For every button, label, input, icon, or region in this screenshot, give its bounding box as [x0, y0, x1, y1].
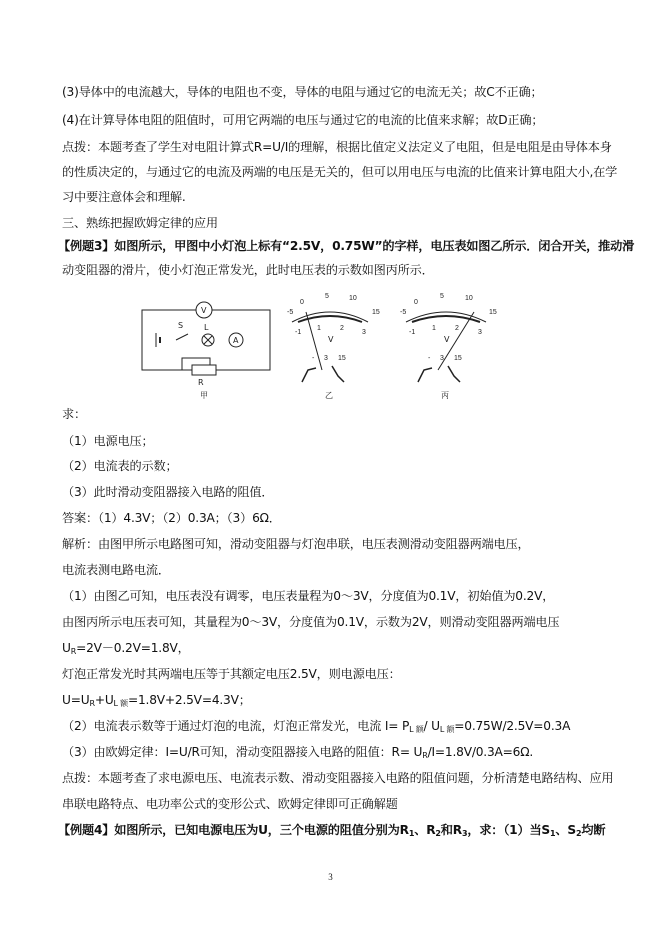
- tip-line-1: 点拨：本题考查了求电源电压、电流表示数、滑动变阻器接入电路的阻值问题，分析清楚电路结构、应用: [62, 771, 614, 785]
- solution-1-line-3: $U_R=2V-0.2V=1.8V$，: [62, 641, 190, 656]
- example-4-line: 【例题4】如图所示，已知电源电压为U，三个电源的阻值分别为$R_1$、$R_2$和$R_3$，求：（1）当$S_1$、$S_2$均断: [58, 823, 606, 838]
- meter-b-wire-left: [302, 368, 316, 382]
- meter-b-top-5: 5: [325, 293, 329, 300]
- solution-1-line-4: 灯泡正常发光时其两端电压等于其额定电压2.5V，则电源电压：: [62, 667, 401, 681]
- meter-b-left-top: -5: [287, 309, 294, 316]
- meter-b-wire-right: [332, 366, 344, 382]
- text-line-5: 习中要注意体会和理解.: [62, 190, 186, 204]
- solution-1-line-2: 由图丙所示电压表可知，其量程为0～3V，分度值为0.1V，示数为2V，则滑动变阻器两端电压: [62, 615, 560, 629]
- meter-c-terminal-15: 15: [454, 355, 462, 362]
- meter-c-bottom-3: 3: [478, 329, 482, 336]
- answer-line: 答案：（1）4.3V；（2）0.3A；（3）6Ω．: [62, 511, 281, 525]
- meter-c-bottom-2: 2: [455, 325, 459, 332]
- meter-b-top-15: 15: [372, 309, 380, 316]
- meter-b-terminal-3: 3: [324, 355, 328, 362]
- ask-label: 求：: [62, 407, 86, 421]
- solution-3-line: （3）由欧姆定律：I=U/R可知，滑动变阻器接入电路的阻值：$R= U_R/I=1.8V/0.3A=6\Omega$.: [62, 745, 534, 760]
- meter-b-caption: 乙: [325, 391, 333, 400]
- solution-1-line-1: （1）由图乙可知，电压表没有调零，电压表量程为0～3V，分度值为0.1V，初始值为0.2V，: [62, 589, 555, 603]
- circuit-caption: 甲: [200, 391, 208, 400]
- tip-line-2: 串联电路特点、电功率公式的变形公式、欧姆定律即可正确解题: [62, 797, 398, 811]
- text-line-3: 点拨：本题考查了学生对电阻计算式R=U/I的理解，根据比值定义法定义了电阻，但是电阻是由导体本身: [62, 140, 612, 154]
- switch-icon: [176, 334, 188, 340]
- circuit-figure: [132, 290, 552, 400]
- meter-b-bottom-3: 3: [362, 329, 366, 336]
- meter-c-unit: V: [444, 335, 450, 344]
- meter-b-top-0: 0: [300, 299, 304, 306]
- voltmeter-c: [400, 293, 497, 400]
- meter-c-terminal-neg: -: [428, 355, 431, 362]
- question-1: （1）电源电压；: [62, 434, 154, 448]
- meter-b-bottom-2: 2: [340, 325, 344, 332]
- analysis-line-1: 解析：由图甲所示电路图可知，滑动变阻器与灯泡串联，电压表测滑动变阻器两端电压，: [62, 537, 530, 551]
- rheostat-label: R: [198, 378, 204, 387]
- meter-c-terminal-3: 3: [440, 355, 444, 362]
- meter-c-bottom-1: 1: [432, 325, 436, 332]
- example-3-line-1: 【例题3】如图所示，甲图中小灯泡上标有“2.5V，0.75W”的字样，电压表如图乙所示．闭合开关，推动滑: [58, 239, 635, 253]
- text-line-4: 的性质决定的，与通过它的电流及两端的电压是无关的，但可以用电压与电流的比值来计算电阻大小,在学: [62, 165, 618, 179]
- meter-c-left-top: -5: [400, 309, 407, 316]
- text-line-2: (4)在计算导体电阻的阻值时，可用它两端的电压与通过它的电流的比值来求解；故D正确；: [62, 113, 544, 127]
- meter-b-left-bottom: -1: [295, 329, 302, 336]
- example-3-line-2: 动变阻器的滑片，使小灯泡正常发光，此时电压表的示数如图丙所示．: [62, 263, 434, 277]
- meter-c-wire-right: [448, 366, 460, 382]
- meter-c-top-0: 0: [414, 299, 418, 306]
- analysis-line-2: 电流表测电路电流．: [62, 563, 170, 577]
- section-heading: 三、熟练把握欧姆定律的应用: [62, 216, 218, 230]
- solution-1-line-5: $U=U_R+U_{L 额}=1.8V+2.5V=4.3V$；: [62, 693, 251, 708]
- voltmeter-b: [287, 293, 380, 400]
- meter-c-left-bottom: -1: [409, 329, 416, 336]
- meter-c-caption: 丙: [441, 391, 449, 400]
- meter-c-top-10: 10: [465, 295, 473, 302]
- question-3: （3）此时滑动变阻器接入电路的阻值．: [62, 485, 274, 499]
- question-2: （2）电流表的示数；: [62, 459, 178, 473]
- rheostat-icon: [192, 365, 216, 375]
- lamp-label: L: [204, 323, 209, 332]
- meter-b-bottom-1: 1: [317, 325, 321, 332]
- solution-2-line: （2）电流表示数等于通过灯泡的电流，灯泡正常发光，电流 $I= P_{L 额}/$ $U_{L 额}=0.75W/2.5V=0.3A$: [62, 719, 571, 734]
- meter-c-wire-left: [418, 368, 432, 382]
- ammeter-label: A: [233, 336, 239, 345]
- meter-b-terminal-15: 15: [338, 355, 346, 362]
- meter-c-top-15: 15: [489, 309, 497, 316]
- text-line-1: (3)导体中的电流越大，导体的电阻也不变，导体的电阻与通过它的电流无关；故C不正确；: [62, 85, 543, 99]
- switch-label: S: [178, 321, 184, 330]
- voltmeter-label: V: [201, 306, 207, 315]
- meter-c-top-5: 5: [440, 293, 444, 300]
- meter-b-terminal-neg: -: [312, 355, 315, 362]
- meter-b-top-10: 10: [349, 295, 357, 302]
- meter-b-unit: V: [328, 335, 334, 344]
- page-number: 3: [328, 872, 333, 882]
